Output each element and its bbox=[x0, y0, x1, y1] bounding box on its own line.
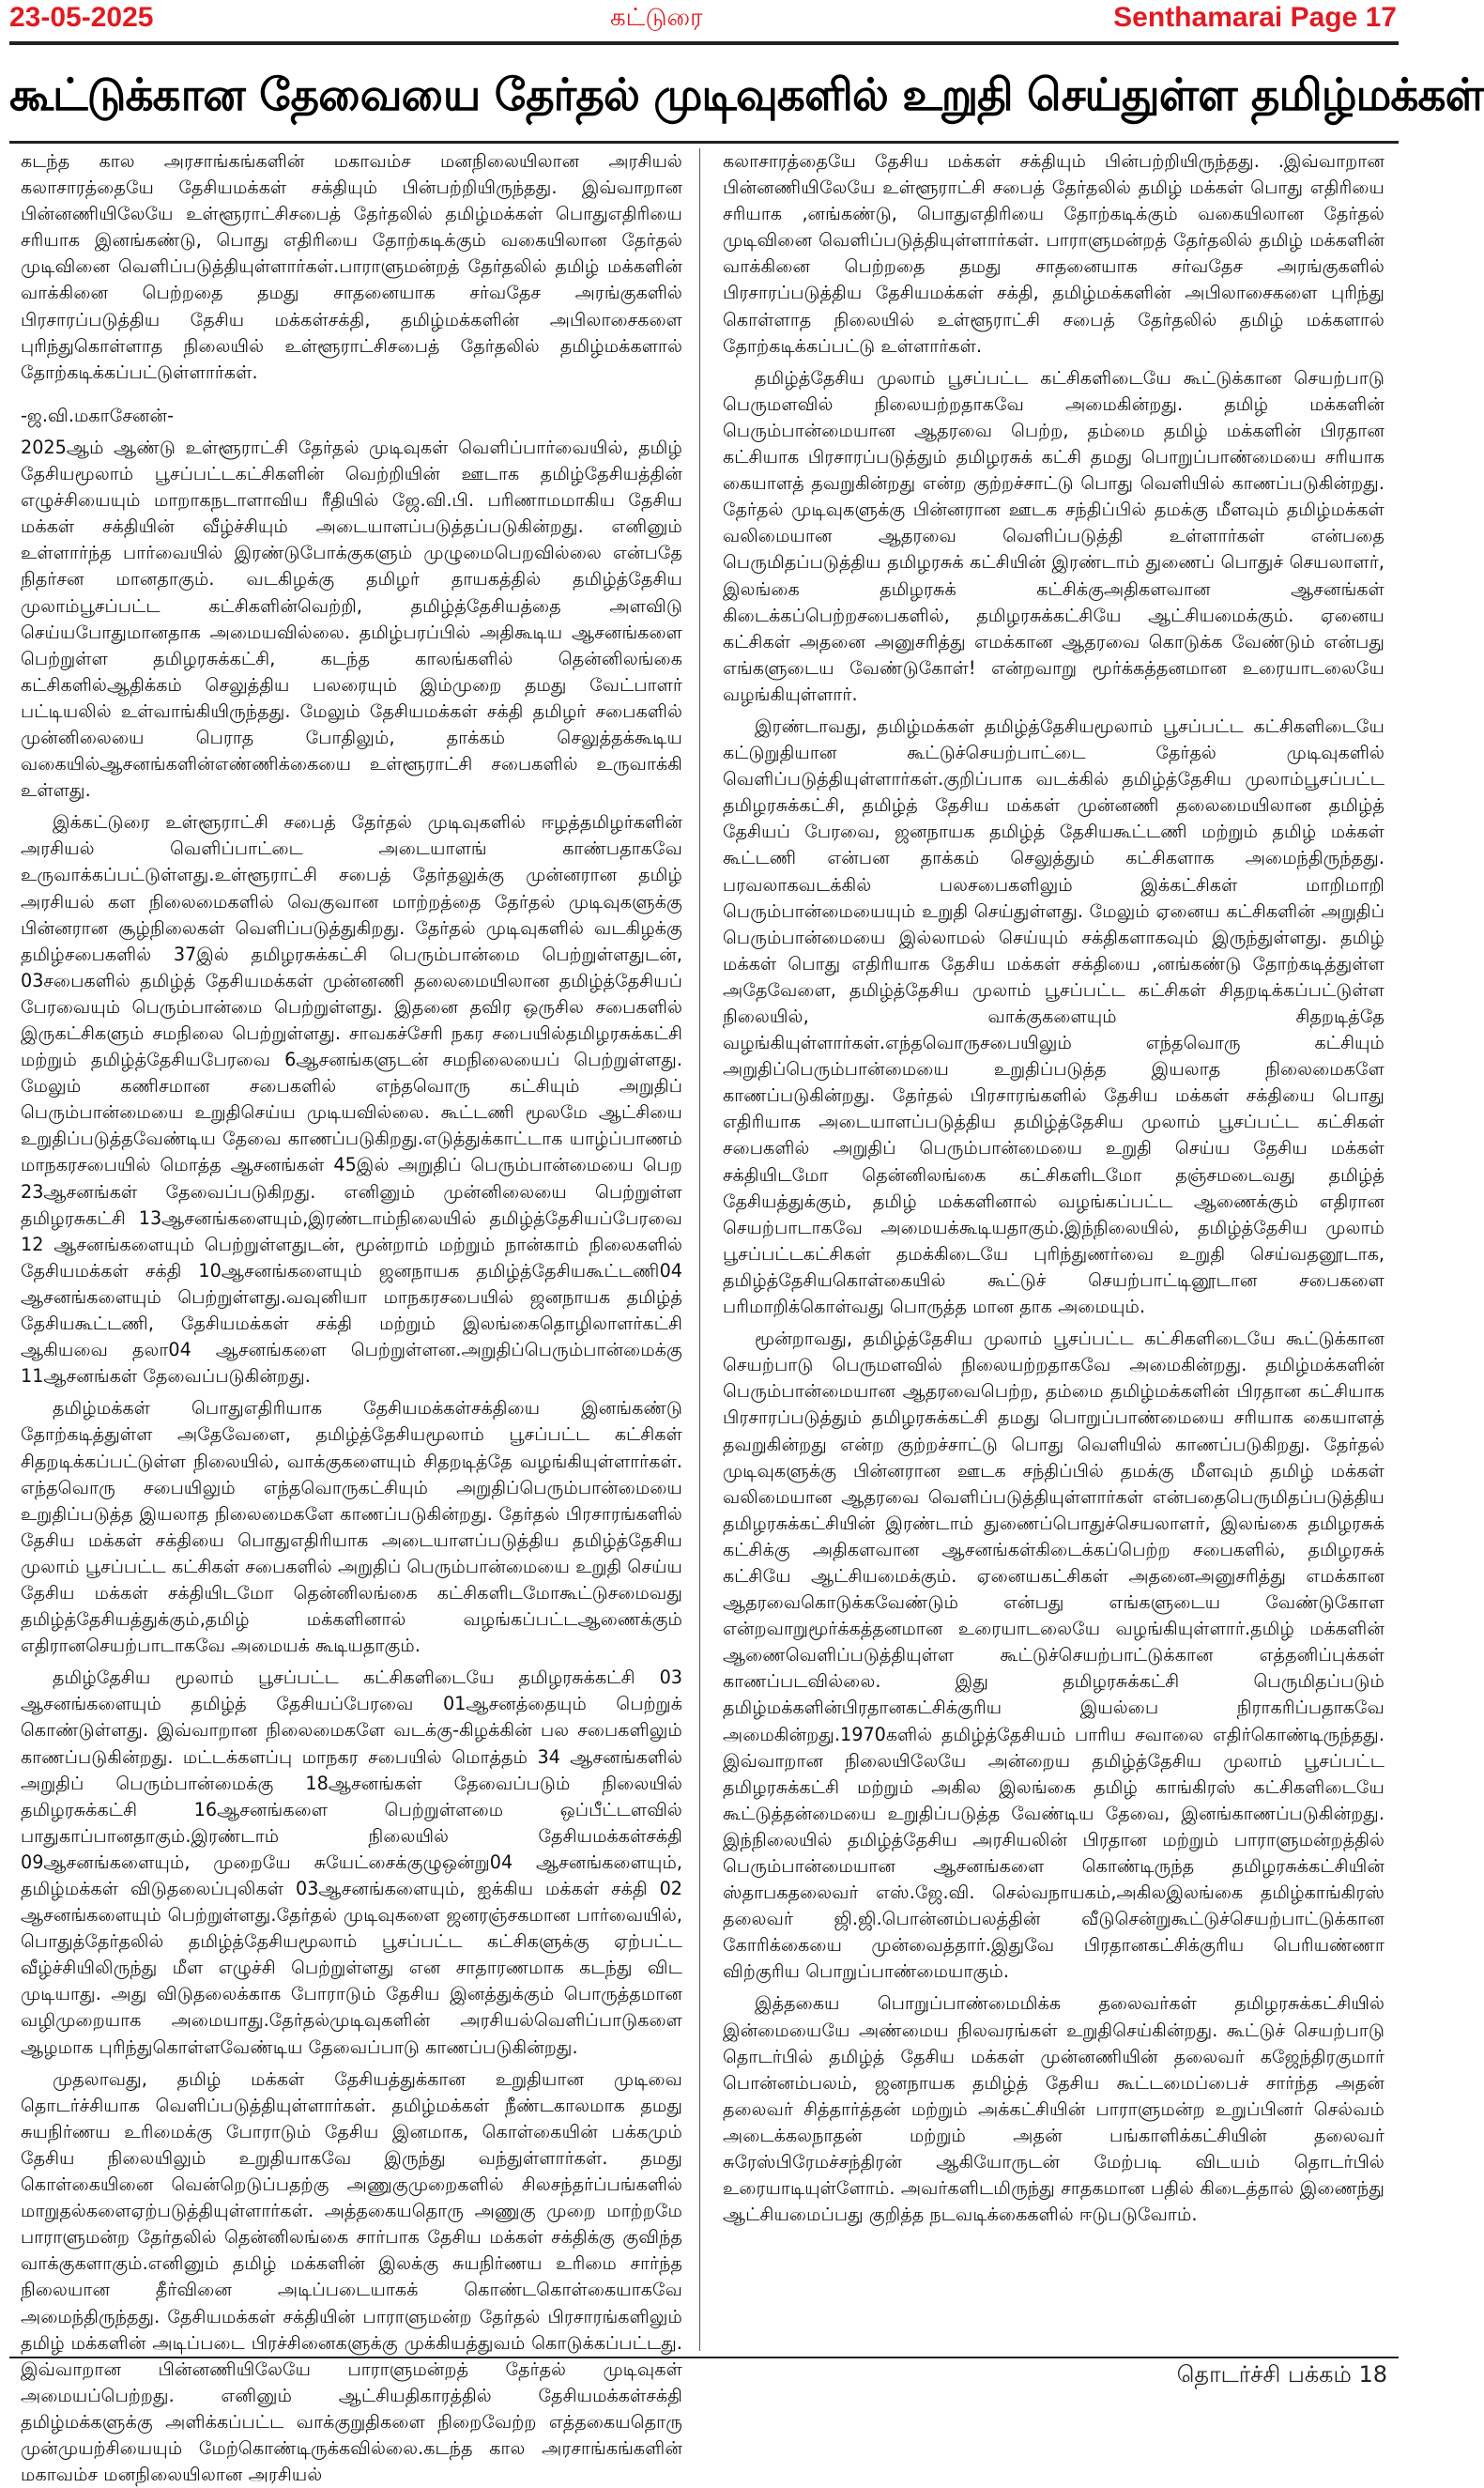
issue-date: 23-05-2025 bbox=[9, 2, 154, 33]
page-header bbox=[0, 0, 1408, 38]
header-rule bbox=[9, 41, 1399, 45]
paragraph: இரண்டாவது, தமிழ்மக்கள் தமிழ்த்தேசியமூலாம் பூசப்பட்ட கட்சிகளிடையே கட்டுறுதியான கூட்டுச்செயற்பாட்டை தேர்தல் முடிவுகளில் வெளிப்படுத்தியுள்ளார்கள்.குறிப்பாக வடக்கில் தமிழ்த்தேசிய முலாம்பூசப்பட்ட தமிழரசுக்கட்சி, தமிழ்த் தேசிய மக்கள் முன்னணி தலைமையிலான தமிழ்த் தேசியப் பேரவை, ஜனநாயக தமிழ்த் தேசியகூட்டணி மற்றும் தமிழ் மக்கள் கூட்டணி என்பன தாக்கம் செலுத்தும் கட்சிகளாக அமைந்திருந்தது. பரவலாகவடக்கில் பலசபைகளிலும் இக்கட்சிகள் மாறிமாறி பெரும்பான்மையையும் உறுதி செய்துள்ளது. மேலும் ஏனைய கட்சிகளின் அறுதிப் பெரும்பான்மையை இல்லாமல் செய்யும் சக்திகளாகவும் இருந்துள்ளது. தமிழ் மக்கள் பொது எதிரியாக தேசிய மக்கள் சக்தியை ,னங்கண்டு தோற்கடித்துள்ள அதேவேளை, தமிழ்த்தேசிய முலாம் பூசப்பட்ட கட்சிகள் சிதறடிக்கப்பட்டுள்ள நிலையில், வாக்குகளையும் சிதறடித்தே வழங்கியுள்ளார்கள்.எந்தவொருசபையிலும் எந்தவொரு கட்சியும் அறுதிப்பெரும்பான்மையை உறுதிப்படுத்த இயலாத நிலைமைகளே காணப்படுகின்றது. தேர்தல் பிரசாரங்களில் தேசிய மக்கள் சக்தியை பொது எதிரியாக அடையாளப்படுத்திய தமிழ்த்தேசிய முலாம் பூசப்பட்ட கட்சிகள் சபைகளில் அறுதிப் பெரும்பான்மையை உறுதி செய்ய தேசிய மக்கள் சக்தியிடமோ தென்னிலங்கை கட்சிகளிடமோ தஞ்சமடைவது தமிழ்த் தேசியத்துக்கும், தமிழ் மக்களினால் வழங்கப்பட்ட ஆணைக்கும் எதிரான செயற்பாடாகவே அமையக்கூடியதாகும்.இந்நிலையில், தமிழ்த்தேசிய முலாம் பூசப்பட்டகட்சிகள் தமக்கிடையே புரிந்துணர்வை உறுதி செய்வதனூடாக, தமிழ்த்தேசியகொள்கையில் கூட்டுச் செயற்பாட்டினூடான சபைகளை பரிமாறிக்கொள்வது பொருத்த மான தாக அமையும். bbox=[723, 714, 1385, 1318]
footer-rule bbox=[9, 2357, 1399, 2358]
paragraph: மூன்றாவது, தமிழ்த்தேசிய முலாம் பூசப்பட்ட கட்சிகளிடையே கூட்டுக்கான செயற்பாடு பெருமளவில் நிலையற்றதாகவே அமைகின்றது. தமிழ்மக்களின் பெரும்பான்மையான ஆதரவைபெற்ற, தம்மை தமிழ்மக்களின் பிரதான கட்சியாக பிரசாரப்படுத்தும் தமிழரசுக்கட்சி தமது பொறுப்பாண்மையை சரியாக கையாளத் தவறுகின்றது என்ற குற்றச்சாட்டு பொது வெளியில் காணப்படுகிறது. தேர்தல் முடிவுகளுக்கு பின்னரான ஊடக சந்திப்பில் தமக்கு மீளவும் தமிழ் மக்கள் வலிமையான ஆதரவை வெளிப்படுத்தியுள்ளார்கள் என்பதைபெருமிதப்படுத்திய தமிழரசுக்கட்சியின் இரண்டாம் துணைப்பொதுச்செயலாளர், இலங்கை தமிழரசுக் கட்சிக்கு அதிகளவான ஆசனங்கள்கிடைக்கப்பெற்ற சபைகளில், தமிழரசுக் கட்சியே ஆட்சியமைக்கும். ஏனையகட்சிகள் அதனைஅனுசரித்து எமக்கான ஆதரவைகொடுக்கவேண்டும் என்பது எங்களுடைய வேண்டுகோள என்றவாறுமூர்க்கத்தனமான உரையாடலையே வழங்கியுள்ளார்.தமிழ் மக்களின் ஆணைவெளிப்படுத்தியுள்ள கூட்டுச்செயற்பாட்டுக்கான எத்தனிப்புக்கள் காணப்படவில்லை. இது தமிழரசுக்கட்சி பெருமிதப்படும் தமிழ்மக்களின்பிரதானகட்சிக்குரிய இயல்பை நிராகரிப்பதாகவே அமைகின்றது.1970களில் தமிழ்த்தேசியம் பாரிய சவாலை எதிர்கொண்டிருந்தது. இவ்வாறான நிலையிலேயே அன்றைய தமிழ்த்தேசிய முலாம் பூசப்பட்ட தமிழரசுக்கட்சி மற்றும் அகில இலங்கை தமிழ் காங்கிரஸ் கட்சிகளிடையே கூட்டுத்தன்மையை உறுதிப்படுத்த வேண்டிய தேவை, இனங்காணப்படுகின்றது. இந்நிலையில் தமிழ்த்தேசிய அரசியலின் பிரதான மற்றும் பாராளுமன்றத்தில் பெரும்பான்மையான ஆசனங்களை கொண்டிருந்த தமிழரசுக்கட்சியின் ஸ்தாபகதலைவர் எஸ்.ஜே.வி. செல்வநாயகம்,அகிலஇலங்கை தமிழ்காங்கிரஸ் தலைவர் ஜி.ஜி.பொன்னம்பலத்தின் வீடுசென்றுகூட்டுச்செயற்பாட்டுக்கான கோரிக்கையை முன்வைத்தார்.இதுவே பிரதானகட்சிக்குரிய பெரியண்ணா விற்குரிய பொறுப்பாண்மையாகும். bbox=[723, 1328, 1385, 1983]
paragraph: இத்தகைய பொறுப்பாண்மைமிக்க தலைவர்கள் தமிழரசுக்கட்சியில் இன்மையையே அண்மைய நிலவரங்கள் உறுதிசெய்கின்றது. கூட்டுச் செயற்பாடு தொடர்பில் தமிழ்த் தேசிய மக்கள் முன்னணியின் தலைவர் கஜேந்திரகுமார் பொன்னம்பலம், ஜனநாயக தமிழ்த் தேசிய கூட்டமைப்பைச் சார்ந்த அதன் தலைவர் சித்தார்த்தன் மற்றும் அக்கட்சியின் பாராளுமன்ற உறுப்பினர் செல்வம் அடைக்கலநாதன் மற்றும் அதன் பங்காளிக்கட்சியின் தலைவர் சுரேஸ்பிரேமச்சந்திரன் ஆகியோருடன் மேற்படி விடயம் தொடர்பில் உரையாடியுள்ளோம். அவர்களிடமிருந்து சாதகமான பதில் கிடைத்தால் இணைந்து ஆட்சியமைப்பது குறித்த நடவடிக்கைகளில் ஈடுபடுவோம். bbox=[723, 1992, 1385, 2226]
continuation-note: தொடர்ச்சி பக்கம் 18 bbox=[1176, 2361, 1387, 2388]
publication-page: Senthamarai Page 17 bbox=[1113, 2, 1397, 33]
paragraph: இக்கட்டுரை உள்ளூராட்சி சபைத் தேர்தல் முடிவுகளில் ஈழத்தமிழர்களின் அரசியல் வெளிப்பாட்டை அடையாளங் காண்பதாகவே உருவாக்கப்பட்டுள்ளது.உள்ளூராட்சி சபைத் தேர்தலுக்கு முன்னரான தமிழ் அரசியல் கள நிலைமைகளில் வெகுவான மாற்றத்தை தேர்தல் முடிவுகளுக்கு பின்னரான சூழ்நிலைகள் வெளிப்படுத்துகிறது. தேர்தல் முடிவுகளில் வடகிழக்கு தமிழ்சபைகளில் 37இல் தமிழரசுக்கட்சி பெரும்பான்மை பெற்றுள்ளதுடன், 03சபைகளில் தமிழ்த் தேசியமக்கள் முன்னணி தலைமையிலான தமிழ்த்தேசியப் பேரவையும் பெரும்பான்மை பெற்றுள்ளது. இதனை தவிர ஒருசில சபைகளில் இருகட்சிகளும் சமநிலை பெற்றுள்ளது. சாவகச்சேரி நகர சபையில்தமிழரசுக்கட்சி மற்றும் தமிழ்த்தேசியபேரவை 6ஆசனங்களுடன் சமநிலையைப் பெற்றுள்ளது. மேலும் கணிசமான சபைகளில் எந்தவொரு கட்சியும் அறுதிப் பெரும்பான்மையை உறுதிசெய்ய முடியவில்லை. கூட்டணி மூலமே ஆட்சியை உறுதிப்படுத்தவேண்டிய தேவை காணப்படுகிறது.எடுத்துக்காட்டாக யாழ்ப்பாணம் மாநகரசபையில் மொத்த ஆசனங்கள் 45இல் அறுதிப் பெரும்பான்மையை பெற 23ஆசனங்கள் தேவைப்படுகிறது. எனினும் முன்னிலையை பெற்றுள்ள தமிழரசுகட்சி 13ஆசனங்களையும்,இரண்டாம்நிலையில் தமிழ்த்தேசியப்பேரவை 12 ஆசனங்களையும் பெற்றுள்ளதுடன், மூன்றாம் மற்றும் நான்காம் நிலைகளில் தேசியமக்கள் சக்தி 10ஆசனங்களையும் ஜனநாயக தமிழ்த்தேசியகூட்டணி04 ஆசனங்களையும் பெற்றுள்ளது.வவுனியா மாநகரசபையில் ஜனநாயக தமிழ்த் தேசியகூட்டணி, தேசியமக்கள் சக்தி மற்றும் இலங்கைதொழிலாளர்கட்சி ஆகியவை தலா04 ஆசனங்களை பெற்றுள்ளன.அறுதிப்பெரும்பான்மைக்கு 11ஆசனங்கள் தேவைப்படுகின்றது. bbox=[21, 811, 682, 1388]
column-divider bbox=[699, 148, 700, 2351]
headline: கூட்டுக்கான தேவையை தேர்தல் முடிவுகளில் உறுதி செய்துள்ள தமிழ்மக்கள் bbox=[9, 69, 1484, 121]
paragraph: தமிழ்தேசிய மூலாம் பூசப்பட்ட கட்சிகளிடையே தமிழரசுக்கட்சி 03 ஆசனங்களையும் தமிழ்த் தேசியப்பேரவை 01ஆசனத்தையும் பெற்றுக் கொண்டுள்ளது. இவ்வாறான நிலைமைகளே வடக்கு-கிழக்கின் பல சபைகளிலும் காணப்படுகின்றது. மட்டக்களப்பு மாநகர சபையில் மொத்தம் 34 ஆசனங்களில் அறுதிப் பெரும்பான்மைக்கு 18ஆசனங்கள் தேவைப்படும் நிலையில் தமிழரசுக்கட்சி 16ஆசனங்களை பெற்றுள்ளமை ஒப்பீட்டளவில் பாதுகாப்பானதாகும்.இரண்டாம் நிலையில் தேசியமக்கள்சக்தி 09ஆசனங்களையும், முறையே சுயேட்சைக்குழுஒன்று04 ஆசனங்களையும், தமிழ்மக்கள் விடுதலைப்புலிகள் 03ஆசனங்களையும், ஐக்கிய மக்கள் சக்தி 02 ஆசனங்களையும் பெற்றுள்ளது.தேர்தல் முடிவுகளை ஜனரஞ்சகமான பார்வையில், பொதுத்தேர்தலில் தமிழ்த்தேசியமூலாம் பூசப்பட்ட கட்சிகளுக்கு ஏற்பட்ட வீழ்ச்சியிலிருந்து மீள எழுச்சி பெற்றுள்ளது என சாதாரணமாக கடந்து விட முடியாது. அது விடுதலைக்காக போராடும் தேசிய இனத்துக்கும் பொருத்தமான வழிமுறையாக அமையாது.தேர்தல்முடிவுகளின் அரசியல்வெளிப்பாடுகளை ஆழமாக புரிந்துகொள்ளவேண்டிய தேவைப்பாடு காணப்படுகின்றது. bbox=[21, 1666, 682, 2058]
paragraph: தமிழ்த்தேசிய முலாம் பூசப்பட்ட கட்சிகளிடையே கூட்டுக்கான செயற்பாடு பெருமளவில் நிலையற்றதாகவே அமைகின்றது. தமிழ் மக்களின் பெரும்பான்மையான ஆதரவை பெற்ற, தம்மை தமிழ் மக்களின் பிரதான கட்சியாக பிரசாரப்படுத்தும் தமிழரசுக் கட்சி தமது பொறுப்பாண்மையை சரியாக கையாளத் தவறுகின்றது என்ற குற்றச்சாட்டு பொது வெளியில் காணப்படுகின்றது. தேர்தல் முடிவுகளுக்கு பின்னரான ஊடக சந்திப்பில் தமக்கு மீளவும் தமிழ்மக்கள் வலிமையான ஆதரவை வெளிப்படுத்தி உள்ளார்கள் என்பதை பெருமிதப்படுத்திய தமிழரசுக் கட்சியின் இரண்டாம் துணைப் பொதுச் செயலாளர், இலங்கை தமிழரசுக் கட்சிக்குஅதிகளவான ஆசனங்கள் கிடைக்கப்பெற்றசபைகளில், தமிழரசுக்கட்சியே ஆட்சியமைக்கும். ஏனைய கட்சிகள் அதனை அனுசரித்து எமக்கான ஆதரவை கொடுக்க வேண்டும் என்பது எங்களுடைய வேண்டுகோள்! என்றவாறு மூர்க்கத்தனமான உரையாடலையே வழங்கியுள்ளார். bbox=[723, 366, 1385, 705]
paragraph: 2025ஆம் ஆண்டு உள்ளூராட்சி தேர்தல் முடிவுகள் வெளிப்பார்வையில், தமிழ் தேசியமூலாம் பூசப்பட்டகட்சிகளின் வெற்றியின் ஊடாக தமிழ்தேசியத்தின் எழுச்சியையும் மாறாகநடாளாவிய ரீதியில் ஜே.வி.பி. பரிணாமமாகிய தேசிய மக்கள் சக்தியின் வீழ்ச்சியும் அடையாளப்படுத்தப்படுகின்றது. எனினும் உள்ளார்ந்த பார்வையில் இரண்டுபோக்குகளும் முழுமைபெறவில்லை என்பதே நிதர்சன மானதாகும். வடகிழக்கு தமிழர் தாயகத்தில் தமிழ்த்தேசிய முலாம்பூசப்பட்ட கட்சிகளின்வெற்றி, தமிழ்த்தேசியத்தை அளவிடு செய்யபோதுமானதாக அமையவில்லை. தமிழ்பரப்பில் அதிகூடிய ஆசனங்களை பெற்றுள்ள தமிழரசுக்கட்சி, கடந்த காலங்களில் தென்னிலங்கை கட்சிகளில்ஆதிக்கம் செலுத்திய பலரையும் இம்முறை தமது வேட்பாளர் பட்டியலில் உள்வாங்கியிருந்தது. மேலும் தேசியமக்கள் சக்தி தமிழர் சபைகளில் முன்னிலையை பெராத போதிலும், தாக்கம் செலுத்தக்கூடிய வகையில்ஆசனங்களின்எண்ணிக்கையை உள்ளூராட்சி சபைகளில் உருவாக்கி உள்ளது. bbox=[21, 436, 683, 802]
section-label: கட்டுரை bbox=[610, 4, 703, 32]
left-column bbox=[21, 148, 683, 2486]
paragraph: கலாசாரத்தையே தேசிய மக்கள் சக்தியும் பின்பற்றியிருந்தது. .இவ்வாறான பின்னணியிலேயே உள்ளூராட்சி சபைத் தேர்தலில் தமிழ் மக்கள் பொது எதிரியை சரியாக ,னங்கண்டு, பொதுஎதிரியை தோற்கடிக்கும் வகையிலான தேர்தல் முடிவினை வெளிப்படுத்தியுள்ளார்கள். பாராளுமன்றத் தேர்தலில் தமிழ் மக்களின் வாக்கினை பெற்றதை தமது சாதனையாக சர்வதேச அரங்குகளில் பிரசாரப்படுத்திய தேசியமக்கள் சக்தி, தமிழ்மக்களின் அபிலாசைகளை புரிந்து கொள்ளாத நிலையில் உள்ளூராட்சி சபைத் தேர்தலில் தமிழ் மக்களால் தோற்கடிக்கப்பட்டு உள்ளார்கள். bbox=[723, 150, 1385, 357]
paragraph: தமிழ்மக்கள் பொதுஎதிரியாக தேசியமக்கள்சக்தியை இனங்கண்டு தோற்கடித்துள்ள அதேவேளை, தமிழ்த்தேசியமூலாம் பூசப்பட்ட கட்சிகள் சிதறடிக்கப்பட்டுள்ள நிலையில், வாக்குகளையும் சிதறடித்தே வழங்கியுள்ளார்கள். எந்தவொரு சபையிலும் எந்தவொருகட்சியும் அறுதிப்பெரும்பான்மையை உறுதிப்படுத்த இயலாத நிலைமைகளே காணப்படுகின்றது. தேர்தல் பிரசாரங்களில் தேசிய மக்கள் சக்தியை பொதுஎதிரியாக அடையாளப்படுத்திய தமிழ்த்தேசிய முலாம் பூசப்பட்ட கட்சிகள் சபைகளில் அறுதிப் பெரும்பான்மையை உறுதி செய்ய தேசிய மக்கள் சக்தியிடமோ தென்னிலங்கை கட்சிகளிடமோகூட்டுசமைவது தமிழ்த்தேசியத்துக்கும்,தமிழ் மக்களினால் வழங்கப்பட்டஆணைக்கும் எதிரானசெயற்பாடாகவே அமையக் கூடியதாகும். bbox=[21, 1397, 682, 1657]
headline-rule bbox=[9, 141, 1399, 144]
right-column bbox=[723, 148, 1385, 2351]
paragraph: கடந்த கால அரசாங்கங்களின் மகாவம்ச மனநிலையிலான அரசியல் கலாசாரத்தையே தேசியமக்கள் சக்தியும் பின்பற்றியிருந்தது. இவ்வாறான பின்னணியிலேயே உள்ளூராட்சிசபைத் தேர்தலில் தமிழ்மக்கள் பொதுஎதிரியை சரியாக இனங்கண்டு, பொது எதிரியை தோற்கடிக்கும் வகையிலான தேர்தல் முடிவினை வெளிப்படுத்தியுள்ளார்கள்.பாராளுமன்றத் தேர்தலில் தமிழ் மக்களின் வாக்கினை பெற்றதை தமது சாதனையாக சர்வதேச அரங்குகளில் பிரசாரப்படுத்திய தேசிய மக்கள்சக்தி, தமிழ்மக்களின் அபிலாசைகளை புரிந்துகொள்ளாத நிலையில் உள்ளூராட்சிசபைத் தேர்தலில் தமிழ்மக்களால் தோற்கடிக்கப்பட்டுள்ளார்கள். bbox=[21, 150, 682, 383]
byline: -ஜ.வி.மகாசேனன்- bbox=[21, 404, 175, 426]
paragraph: முதலாவது, தமிழ் மக்கள் தேசியத்துக்கான உறுதியான முடிவை தொடர்ச்சியாக வெளிப்படுத்தியுள்ளார்கள். தமிழ்மக்கள் நீண்டகாலமாக தமது சுயநிர்ணய உரிமைக்கு போராடும் தேசிய இனமாக, கொள்கையின் பக்கமும் தேசிய நிலையிலும் உறுதியாகவே இருந்து வந்துள்ளார்கள். தமது கொள்கையினை வென்றெடுப்பதற்கு அணுகுமுறைகளில் சிலசந்தர்ப்பங்களில் மாறுதல்களைஏற்படுத்தியுள்ளார்கள். அத்தகையதொரு அணுகு முறை மாற்றமே பாராளுமன்ற தேர்தலில் தென்னிலங்கை சார்பாக தேசிய மக்கள் சக்திக்கு குவிந்த வாக்குகளாகும்.எனினும் தமிழ் மக்களின் இலக்கு சுயநிர்ணய உரிமை சார்ந்த நிலையான தீர்வினை அடிப்படையாகக் கொண்டகொள்கையாகவே அமைந்திருந்தது. தேசியமக்கள் சக்தியின் பாராளுமன்ற தேர்தல் பிரசாரங்களிலும் தமிழ் மக்களின் அடிப்படை பிரச்சினைகளுக்கு முக்கியத்துவம் கொடுக்கப்பட்டது. இவ்வாறான பின்னணியிலேயே பாராளுமன்றத் தேர்தல் முடிவுகள் அமையப்பெற்றது. எனினும் ஆட்சியதிகாரத்தில் தேசியமக்கள்சக்தி தமிழ்மக்களுக்கு அளிக்கப்பட்ட வாக்குறுதிகளை நிறைவேற்ற எத்தகையதொரு முன்முயற்சியையும் மேற்கொண்டிருக்கவில்லை.கடந்த கால அரசாங்கங்களின் மகாவம்ச மனநிலையிலான அரசியல் bbox=[21, 2067, 682, 2486]
